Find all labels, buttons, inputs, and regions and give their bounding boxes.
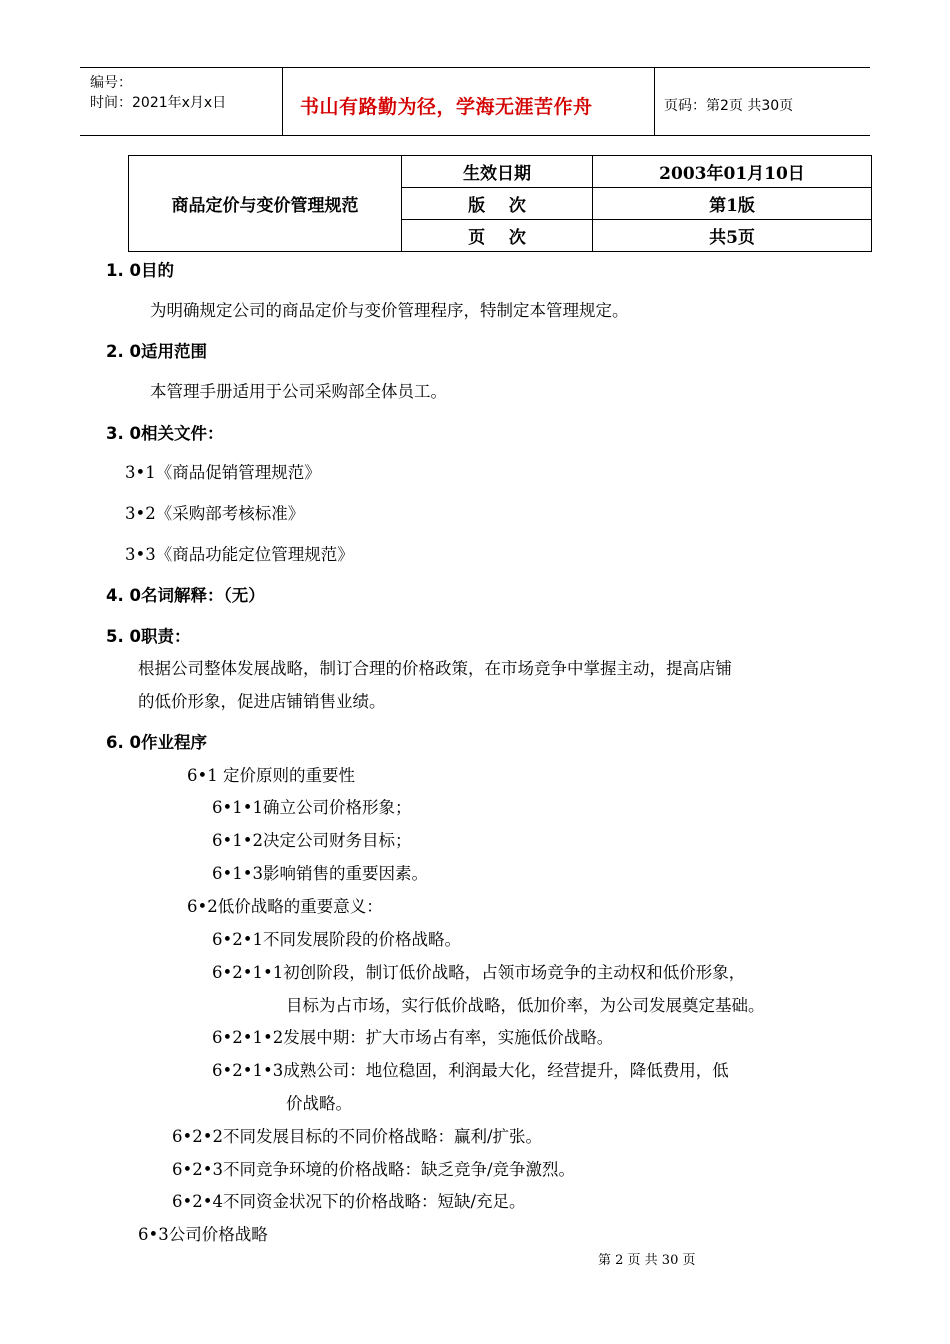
info-label-version: 版 次 (402, 188, 593, 220)
section-1-text: 为明确规定公司的商品定价与变价管理程序，特制定本管理规定。 (150, 301, 629, 320)
section-6-2-heading: 6•2低价战略的重要意义： (187, 897, 383, 916)
section-3-item-2: 3•2《采购部考核标准》 (125, 504, 305, 523)
section-6-2-1-3-line-2: 价战略。 (286, 1094, 352, 1113)
section-6-1-heading: 6•1 定价原则的重要性 (187, 766, 355, 785)
header-motto: 书山有路勤为径，学海无涯苦作舟 (300, 96, 593, 118)
section-3-heading: 3. 0相关文件： (106, 424, 224, 443)
document-title: 商品定价与变价管理规范 (171, 196, 359, 216)
info-label-effective-date: 生效日期 (402, 156, 593, 188)
header-divider-right (654, 67, 655, 135)
header-divider-left (282, 67, 283, 135)
page-footer: 第 2 页 共 30 页 (598, 1253, 696, 1268)
section-6-2-1-1-line-1: 6•2•1•1初创阶段，制订低价战略，占领市场竞争的主动权和低价形象， (212, 963, 746, 982)
section-2-text: 本管理手册适用于公司采购部全体员工。 (150, 382, 447, 401)
section-6-1-item-2: 6•1•2决定公司财务目标； (212, 831, 412, 850)
document-title-cell (129, 156, 402, 252)
info-value-effective-date: 2003年01月10日 (593, 156, 872, 188)
section-3-item-1: 3•1《商品促销管理规范》 (125, 463, 321, 482)
section-6-3-heading: 6•3公司价格战略 (138, 1225, 268, 1244)
info-value-pages: 共5页 (593, 220, 872, 252)
section-5-text-line-1: 根据公司整体发展战略，制订合理的价格政策，在市场竞争中掌握主动，提高店铺 (138, 659, 732, 678)
section-6-heading: 6. 0作业程序 (106, 733, 207, 752)
section-6-2-1-3-line-1: 6•2•1•3成熟公司：地位稳固，利润最大化，经营提升，降低费用，低 (212, 1061, 729, 1080)
document-number-label: 编号： (90, 75, 132, 91)
section-6-1-item-1: 6•1•1确立公司价格形象； (212, 798, 412, 817)
section-2-heading: 2. 0适用范围 (106, 342, 207, 361)
section-1-heading: 1. 0目的 (106, 261, 174, 280)
section-6-2-3: 6•2•3不同竞争环境的价格战略：缺乏竞争/竞争激烈。 (172, 1160, 576, 1179)
section-5-heading: 5. 0职责： (106, 627, 191, 646)
header-top-rule (80, 67, 870, 68)
section-6-2-1-1-line-2: 目标为占市场，实行低价战略，低加价率，为公司发展奠定基础。 (286, 996, 765, 1015)
section-3-item-3: 3•3《商品功能定位管理规范》 (125, 545, 354, 564)
document-date: 时间：2021年x月x日 (90, 95, 227, 111)
section-6-2-1: 6•2•1不同发展阶段的价格战略。 (212, 930, 461, 949)
info-label-pages: 页 次 (402, 220, 593, 252)
info-value-version: 第1版 (593, 188, 872, 220)
section-4-heading: 4. 0名词解释：（无） (106, 586, 265, 605)
section-5-text-line-2: 的低价形象，促进店铺销售业绩。 (138, 692, 386, 711)
section-6-2-4: 6•2•4不同资金状况下的价格战略：短缺/充足。 (172, 1192, 526, 1211)
section-6-1-item-3: 6•1•3影响销售的重要因素。 (212, 864, 428, 883)
section-6-2-1-2: 6•2•1•2发展中期：扩大市场占有率，实施低价战略。 (212, 1028, 614, 1047)
header-page-info: 页码：第2页 共30页 (664, 98, 794, 114)
document-info-table (128, 155, 872, 252)
section-6-2-2: 6•2•2不同发展目标的不同价格战略：赢利/扩张。 (172, 1127, 543, 1146)
header-bottom-rule (80, 135, 870, 136)
